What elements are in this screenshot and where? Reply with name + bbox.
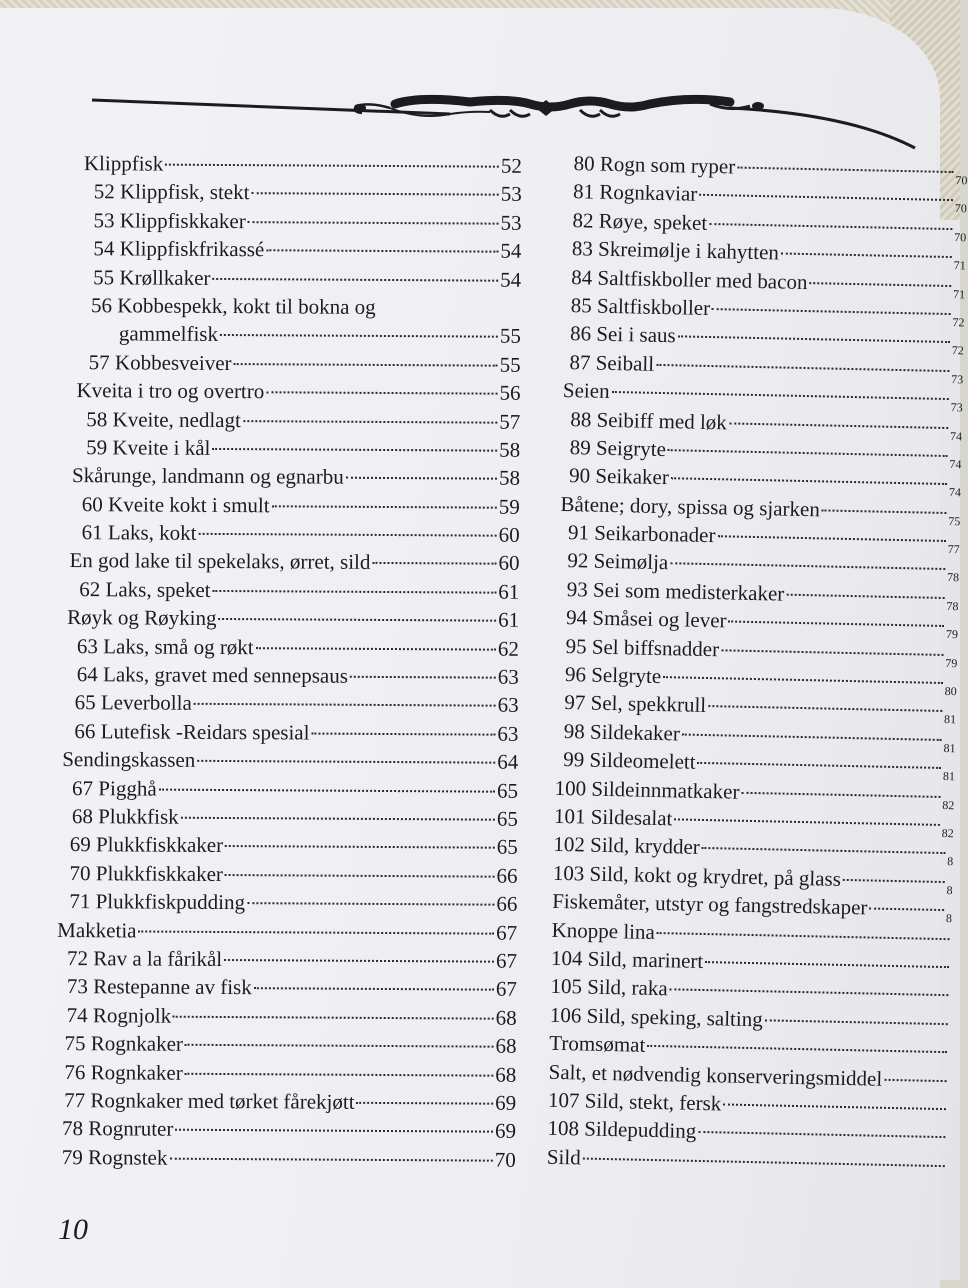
toc-entry-page: 72 <box>951 343 965 358</box>
toc-entry-title: Røyk og Røyking <box>67 605 217 631</box>
toc-entry-title: Salt, et nødvendig konserveringsmiddel <box>548 1059 883 1091</box>
toc-entry-title: 55 Krøllkaker <box>93 264 211 290</box>
toc-entry <box>60 433 520 464</box>
toc-entry-title: 100 Sildeinnmatkaker <box>554 775 740 804</box>
toc-entry-page: 78 <box>946 598 959 614</box>
dot-leader <box>822 509 947 514</box>
dot-leader <box>712 308 951 315</box>
toc-entry-page: 63 <box>497 721 519 746</box>
toc-entry <box>59 546 519 577</box>
toc-entry-title: 61 Laks, kokt <box>81 520 197 545</box>
toc-entry <box>62 149 522 180</box>
dot-leader <box>248 221 499 225</box>
toc-entry <box>57 859 517 890</box>
toc-entry-page: 71 <box>952 286 966 301</box>
dot-leader <box>247 902 494 906</box>
toc-entry <box>61 234 521 265</box>
toc-left-column <box>56 149 522 1174</box>
dot-leader <box>809 282 951 287</box>
dot-leader <box>729 422 948 429</box>
dot-leader <box>721 649 943 656</box>
toc-entry-title: Fiskemåter, utstyr og fangstredskaper <box>551 888 868 920</box>
toc-entry-title: 78 Rognruter <box>61 1116 174 1141</box>
toc-entry-title: 63 Laks, små og røkt <box>76 633 254 659</box>
dot-leader <box>678 336 950 344</box>
toc-entry-title: 101 Sildesalat <box>553 803 673 831</box>
toc-entry <box>60 376 520 407</box>
toc-entry-title: Sild <box>546 1144 582 1170</box>
dot-leader <box>311 732 495 735</box>
toc-entry <box>56 1057 516 1088</box>
toc-entry-page: 81 <box>943 712 957 727</box>
toc-entry-page: 79 <box>945 655 958 670</box>
dot-leader <box>884 1078 946 1081</box>
dot-leader <box>765 1019 948 1025</box>
toc-entry-page: 61 <box>498 607 520 633</box>
toc-entry-title: 58 Kveite, nedlagt <box>86 406 241 432</box>
dot-leader <box>656 364 949 372</box>
toc-entry <box>56 1029 516 1060</box>
dot-leader <box>266 249 498 252</box>
dot-leader <box>705 961 949 968</box>
toc-entry <box>59 603 519 634</box>
toc-entry-page: 74 <box>948 485 962 500</box>
toc-entry-title: 65 Leverbolla <box>74 690 192 716</box>
toc-entry-title: Seien <box>562 378 610 404</box>
toc-entry-page: 8 <box>946 882 953 897</box>
dot-leader <box>843 879 945 883</box>
toc-entry-title: 104 Sild, marinert <box>550 945 704 973</box>
toc-entry-title: Sendingskassen <box>62 747 196 773</box>
dot-leader <box>670 563 945 571</box>
toc-entry-page: 82 <box>941 825 954 841</box>
dot-leader <box>699 194 953 201</box>
dot-leader <box>185 1072 494 1076</box>
toc-entry <box>59 632 519 663</box>
toc-entry-page: 74 <box>949 428 963 443</box>
toc-entry <box>61 263 521 294</box>
toc-entry <box>61 291 521 322</box>
toc-entry <box>58 802 518 833</box>
toc-entry-title: 57 Kobbesveiver <box>88 349 232 375</box>
toc-entry-title: 59 Kveite i kål <box>86 435 211 460</box>
toc-entry-title: 52 Klippfisk, stekt <box>93 179 250 205</box>
dot-leader <box>708 705 942 712</box>
toc-entry-page: 81 <box>943 740 956 756</box>
toc-entry-title: 72 Rav a la fårikål <box>66 945 223 971</box>
dot-leader <box>165 164 499 168</box>
toc-entry-title: Klippfisk <box>83 151 164 176</box>
toc-entry-title: 102 Sild, krydder <box>553 832 701 860</box>
toc-entry-page: 69 <box>495 1090 517 1115</box>
dot-leader <box>243 420 497 424</box>
toc-entry-title: 70 Plukkfiskkaker <box>69 860 224 886</box>
toc-entry-title: 108 Sildepudding <box>547 1116 697 1144</box>
toc-entry-title: 81 Rognkaviar <box>572 179 698 207</box>
toc-right-column <box>547 149 968 1179</box>
toc-entry-title: 60 Kveite kokt i smult <box>81 491 270 517</box>
toc-entry-title: 53 Klippfiskkaker <box>93 207 246 233</box>
toc-entry-title: 80 Rogn som ryper <box>573 151 736 179</box>
toc-entry-page: 71 <box>953 258 966 273</box>
toc-entry-title: 88 Seibiff med løk <box>570 406 728 434</box>
dot-leader <box>670 989 949 997</box>
toc-entry-page: 61 <box>498 579 520 604</box>
dot-leader <box>583 1157 945 1167</box>
toc-entry-page: 68 <box>495 1005 517 1030</box>
toc-entry <box>58 830 518 861</box>
toc-entry-page: 60 <box>498 522 520 547</box>
dot-leader <box>199 533 497 537</box>
dot-leader <box>717 535 945 542</box>
toc-entry-title: 87 Seiball <box>569 349 655 376</box>
toc-entry-page: 68 <box>495 1062 517 1087</box>
dot-leader <box>729 621 945 628</box>
toc-entry <box>58 774 518 805</box>
toc-entry-page: 74 <box>949 456 962 472</box>
toc-entry-page: 54 <box>500 238 522 263</box>
toc-entry-title: Kveita i tro og overtro <box>76 378 265 404</box>
dot-leader <box>698 1131 945 1138</box>
dot-leader <box>350 676 496 679</box>
toc-entry-title: 75 Rognkaker <box>64 1031 184 1056</box>
toc-entry-title: 77 Rognkaker med tørket fårekjøtt <box>64 1087 355 1114</box>
toc-entry-title: 73 Restepanne av fisk <box>66 974 252 1000</box>
toc-entry-page: 57 <box>499 409 521 434</box>
toc-entry-title: 54 Klippfiskfrikassé <box>93 236 265 262</box>
toc-entry-page: 66 <box>496 863 518 888</box>
toc-entry-page: 73 <box>950 400 963 415</box>
dot-leader <box>346 477 497 480</box>
dot-leader <box>139 930 495 934</box>
toc-entry-page: 54 <box>500 267 522 292</box>
toc-entry-title: 105 Sild, raka <box>550 974 668 1001</box>
dot-leader <box>224 959 494 963</box>
toc-entry <box>57 916 517 947</box>
dot-leader <box>225 845 495 849</box>
toc-entry <box>56 1114 516 1145</box>
dot-leader <box>709 223 952 230</box>
toc-entry <box>60 405 520 436</box>
dot-leader <box>723 1103 946 1110</box>
toc-entry-title: 56 Kobbespekk, kokt til bokna og <box>90 293 376 319</box>
toc-entry-title: Båtene; dory, spissa og sjarken <box>560 491 821 522</box>
toc-entry-title: 86 Sei i saus <box>569 321 676 348</box>
dot-leader <box>159 788 495 792</box>
toc-entry-title: 85 Saltfiskboller <box>570 293 711 320</box>
dot-leader <box>612 391 949 400</box>
dot-leader <box>256 647 496 650</box>
toc-entry-page: 70 <box>955 173 968 188</box>
toc-entry <box>57 887 517 918</box>
toc-entry-page: 70 <box>954 201 967 216</box>
toc-entry-page: 66 <box>496 891 518 916</box>
toc-entry-page: 78 <box>946 570 960 585</box>
toc-entry <box>59 575 519 606</box>
toc-entry <box>60 461 520 492</box>
dot-leader <box>698 762 942 769</box>
toc-entry-title: 106 Sild, speking, salting <box>549 1002 764 1031</box>
toc-entry-title: 79 Rognstek <box>61 1144 168 1170</box>
dot-leader <box>702 847 946 854</box>
toc-entry-page: 64 <box>497 749 519 775</box>
toc-entry-title: 90 Seikaker <box>568 463 670 490</box>
dot-leader <box>668 449 948 457</box>
dot-leader <box>225 874 495 878</box>
toc-entry-title: 93 Sei som medisterkaker <box>566 576 785 606</box>
toc-entry-title: Knoppe lina <box>551 917 656 944</box>
toc-entry-page: 65 <box>497 778 519 803</box>
toc-entry <box>56 1086 516 1117</box>
toc-entry-title: 103 Sild, kokt og krydret, på glass <box>552 860 842 891</box>
toc-entry-page: 8 <box>945 911 953 926</box>
dot-leader <box>173 1015 494 1019</box>
dot-leader <box>272 505 497 508</box>
toc-entry-title: 91 Seikarbonader <box>567 520 716 548</box>
dot-leader <box>213 590 497 594</box>
toc-entry <box>57 944 517 975</box>
toc-entry-page: 53 <box>500 182 522 207</box>
toc-entry-page: 72 <box>952 315 965 330</box>
dot-leader <box>181 817 495 821</box>
toc-entry-title: Skårunge, landmann og egnarbu <box>71 463 344 490</box>
toc-entry-title: 83 Skreimølje i kahytten <box>571 236 780 265</box>
dot-leader <box>737 167 953 174</box>
toc-entry-title: Makketia <box>57 917 137 943</box>
toc-entry-page: 69 <box>494 1118 517 1144</box>
dot-leader <box>647 1045 947 1053</box>
toc-entry-page: 80 <box>944 684 957 699</box>
toc-entry-title: 82 Røye, speket <box>572 207 708 235</box>
page-number: 10 <box>58 1213 88 1246</box>
dot-leader <box>251 193 498 197</box>
toc-entry <box>60 490 520 521</box>
toc-entry-title: 76 Rognkaker <box>64 1059 183 1085</box>
toc-entry-title: 84 Saltfiskboller med bacon <box>571 264 808 294</box>
book-page <box>0 8 968 1288</box>
toc-entry-title: 99 Sildeomelett <box>562 747 696 775</box>
toc-entry-page: 79 <box>945 627 959 642</box>
toc-entry <box>61 206 521 237</box>
toc-entry-page: 65 <box>496 806 518 831</box>
toc-entry-title: 67 Pigghå <box>72 775 157 801</box>
toc-entry <box>59 688 519 719</box>
dot-leader <box>372 562 496 565</box>
dot-leader <box>741 791 940 797</box>
toc-entry <box>58 717 518 748</box>
toc-entry-page: 53 <box>500 210 522 235</box>
toc-entry-title: 69 Plukkfiskkaker <box>69 832 224 858</box>
toc-entry-page: 68 <box>495 1033 517 1058</box>
toc-entry-page: 63 <box>497 664 519 689</box>
toc-entry-page: 82 <box>942 797 955 812</box>
dot-leader <box>869 908 944 912</box>
dot-leader <box>663 676 943 684</box>
dot-leader <box>175 1129 493 1133</box>
toc-entry <box>60 518 520 549</box>
dot-leader <box>220 334 498 338</box>
toc-entry-page: 60 <box>498 551 520 576</box>
toc-entry-title: Tromsømat <box>549 1030 646 1057</box>
toc-entry-title: 68 Plukkfisk <box>71 804 179 829</box>
toc-entry-title: 66 Lutefisk -Reidars spesial <box>74 718 310 745</box>
toc-entry-page: 8 <box>947 854 954 869</box>
toc-entry-page: 81 <box>942 769 956 784</box>
toc-entry-title: 97 Sel, spekkrull <box>564 690 707 718</box>
toc-entry-title: 71 Plukkfiskpudding <box>69 889 246 915</box>
toc-entry-page: 52 <box>500 153 522 178</box>
dot-leader <box>212 277 498 281</box>
toc-entry-page: 73 <box>951 371 964 387</box>
toc-entry-page: 59 <box>498 494 520 519</box>
toc-entry-title: 74 Rognjolk <box>66 1002 172 1028</box>
toc-entry-page: 65 <box>496 835 518 860</box>
toc-entry-page: 55 <box>499 324 521 349</box>
toc-entry-page: 67 <box>496 920 518 945</box>
dot-leader <box>357 1102 494 1105</box>
dot-leader <box>266 391 497 394</box>
toc-entry-title: 62 Laks, speket <box>79 576 211 602</box>
toc-entry-page: 58 <box>498 465 521 491</box>
toc-entry-page: 70 <box>954 229 967 245</box>
toc-entry-page: 58 <box>499 437 521 462</box>
dot-leader <box>671 478 947 486</box>
scroll-flourish-icon <box>90 86 920 156</box>
toc-entry-title: 89 Seigryte <box>569 435 667 462</box>
toc-entry-title: 95 Sel biffsnadder <box>565 633 720 661</box>
dot-leader <box>218 618 496 622</box>
dot-leader <box>234 363 498 367</box>
toc-entry-page: 67 <box>495 948 518 973</box>
toc-entry-page: 67 <box>495 976 517 1002</box>
dot-leader <box>212 448 497 452</box>
dot-leader <box>786 594 944 599</box>
toc-entry-page: 63 <box>497 693 519 718</box>
toc-entry-title: 96 Selgryte <box>564 662 662 689</box>
dot-leader <box>682 733 942 740</box>
dot-leader <box>197 760 495 764</box>
toc-entry <box>59 660 519 691</box>
toc-entry-page: 77 <box>947 542 960 557</box>
toc-entry <box>61 348 521 379</box>
toc-entry <box>58 745 518 776</box>
toc-entry <box>61 319 521 350</box>
toc-entry-page: 70 <box>494 1147 516 1172</box>
dot-leader <box>657 932 950 940</box>
toc-entry-title: 64 Laks, gravet med sennepsaus <box>76 662 349 688</box>
toc-entry-title: 107 Sild, stekt, fersk <box>547 1087 722 1116</box>
toc-entry <box>62 177 522 208</box>
toc-entry-title: 92 Seimølja <box>567 548 669 575</box>
toc-entry-title: 98 Sildekaker <box>563 718 681 746</box>
dot-leader <box>169 1157 492 1161</box>
dot-leader <box>781 253 952 259</box>
dot-leader <box>674 818 940 826</box>
toc-entry-title: gammelfisk <box>118 321 219 347</box>
toc-entry <box>57 1001 517 1032</box>
toc-entry-page: 55 <box>499 352 521 377</box>
toc-entry-page: 62 <box>497 636 520 661</box>
dot-leader <box>185 1044 494 1048</box>
toc-entry-title: En god lake til spekelaks, ørret, sild <box>69 548 371 575</box>
toc-entry-page: 75 <box>948 513 961 528</box>
toc-entry <box>56 1143 516 1174</box>
dot-leader <box>254 988 494 991</box>
toc-entry-page: 56 <box>499 380 521 405</box>
toc-entry-title: 94 Småsei og lever <box>565 605 727 633</box>
toc-entry <box>57 972 517 1003</box>
dot-leader <box>194 703 496 707</box>
